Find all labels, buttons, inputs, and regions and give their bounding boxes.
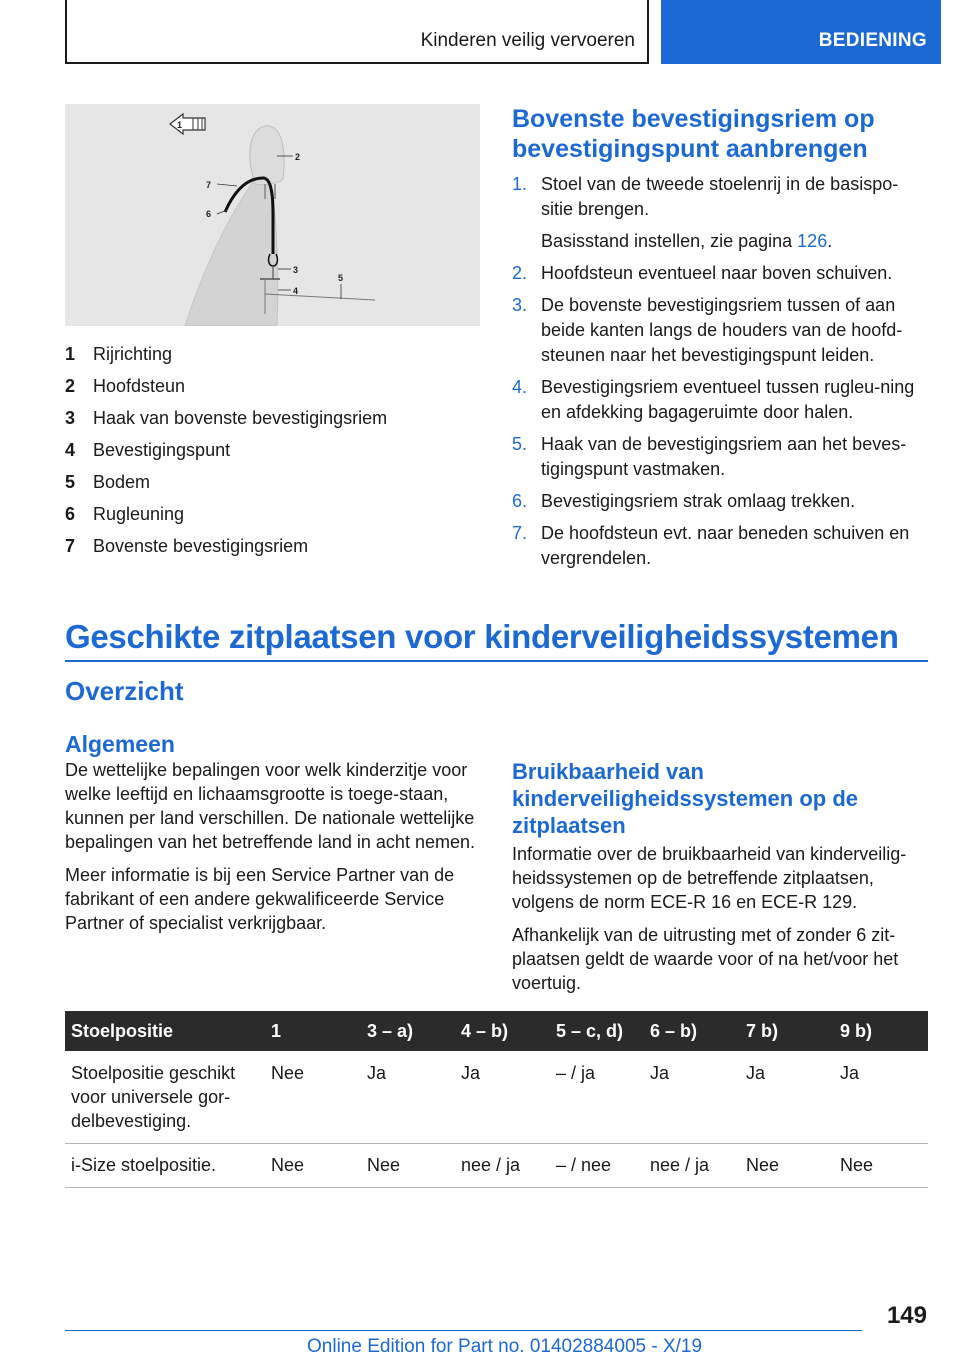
- table-header-row: [65, 1011, 928, 1051]
- legend-number: 5: [65, 471, 76, 492]
- figure-legend: [65, 338, 480, 562]
- step-number: 7.: [512, 523, 528, 543]
- label-7: 7: [206, 180, 212, 190]
- legend-text: Bodem: [93, 471, 151, 492]
- step-item: [512, 489, 928, 514]
- table-cell: Nee: [834, 1144, 928, 1188]
- legend-number: 7: [65, 535, 76, 556]
- general-info: [65, 730, 480, 944]
- header-chapter-box: [661, 0, 941, 64]
- legend-text: Bevestigingspunt: [93, 439, 231, 460]
- table-row: [65, 1051, 928, 1144]
- section-subtitle: Overzicht: [65, 676, 184, 706]
- table-cell: – / ja: [550, 1051, 644, 1144]
- legend-text: Rugleuning: [93, 503, 185, 524]
- mount-instructions: [512, 104, 928, 578]
- table-cell: Ja: [834, 1051, 928, 1144]
- step-subnote-suffix: .: [827, 231, 833, 251]
- footer-divider: [65, 1330, 862, 1331]
- page-number: 149: [886, 1302, 927, 1329]
- step-number: 5.: [512, 434, 528, 454]
- headrest-illustration: [65, 104, 480, 326]
- legend-item: [65, 466, 480, 498]
- mount-steps: [512, 172, 928, 571]
- table-cell: Ja: [361, 1051, 455, 1144]
- table-cell: – / nee: [550, 1144, 644, 1188]
- label-1: 1: [177, 120, 183, 130]
- step-text: Bevestigingsriem strak omlaag trekken.: [541, 491, 856, 511]
- header-section-title: Kinderen veilig vervoeren: [420, 30, 635, 51]
- legend-item: [65, 434, 480, 466]
- seat-suitability-table: [65, 1011, 928, 1188]
- legend-item: [65, 530, 480, 562]
- table-cell: nee / ja: [644, 1144, 740, 1188]
- step-text: Hoofdsteun eventueel naar boven schuiven.: [541, 263, 893, 283]
- page-reference-link[interactable]: 126: [797, 231, 828, 251]
- label-5: 5: [338, 273, 344, 283]
- mount-title: Bovenste bevestigingsriem op bevestigingspunt aanbrengen: [512, 105, 875, 163]
- legend-number: 4: [65, 439, 76, 460]
- column-header: Stoelpositie: [65, 1011, 265, 1051]
- table-cell: Ja: [455, 1051, 550, 1144]
- step-item: [512, 172, 928, 222]
- legend-item: [65, 402, 480, 434]
- legend-text: Haak van bovenste bevestigingsriem: [93, 407, 388, 428]
- column-header: 6 – b): [644, 1011, 740, 1051]
- label-6: 6: [206, 209, 212, 219]
- step-number: 3.: [512, 295, 528, 315]
- step-text: De hoofdsteun evt. naar beneden schuiven en vergrendelen.: [541, 523, 910, 568]
- step-text: Haak van de bevestigingsriem aan het beves-tigingspunt vastmaken.: [541, 434, 907, 479]
- section-divider: [65, 660, 928, 662]
- usability-info: [512, 758, 928, 1004]
- label-3: 3: [293, 265, 299, 275]
- step-number: 4.: [512, 377, 528, 397]
- label-2: 2: [295, 152, 301, 162]
- step-number: 6.: [512, 491, 528, 511]
- usability-heading: Bruikbaarheid van kinderveiligheidssystemen op de zitplaatsen: [512, 759, 859, 838]
- step-number: 2.: [512, 263, 528, 283]
- table-cell: Stoelpositie geschikt voor universele gor-delbevestiging.: [65, 1051, 265, 1144]
- header-section-box: [65, 0, 649, 64]
- headrest-diagram: [65, 104, 480, 326]
- legend-item: [65, 370, 480, 402]
- column-header: 4 – b): [455, 1011, 550, 1051]
- legend-number: 2: [65, 375, 76, 396]
- legend-text: Rijrichting: [93, 343, 173, 364]
- table-cell: Nee: [265, 1051, 361, 1144]
- direction-arrow-icon: [170, 114, 205, 134]
- header-chapter-title: BEDIENING: [818, 30, 927, 51]
- legend-number: 1: [65, 343, 76, 364]
- column-header: 9 b): [834, 1011, 928, 1051]
- legend-text: Bovenste bevestigingsriem: [93, 535, 309, 556]
- usability-paragraph-1: Informatie over de bruikbaarheid van kinderveilig-heidssystemen op de betreffende zitplaatsen, volgens de norm ECE-R 16 en ECE-R 129.: [512, 844, 907, 912]
- table-cell: Ja: [644, 1051, 740, 1144]
- step-item: [512, 261, 928, 286]
- usability-paragraph-2: Afhankelijk van de uitrusting met of zonder 6 zit-plaatsen geldt de waarde voor of na het/voor het voertuig.: [512, 925, 899, 993]
- table-cell: Nee: [740, 1144, 834, 1188]
- table-cell: Nee: [265, 1144, 361, 1188]
- legend-item: [65, 338, 480, 370]
- step-text: De bovenste bevestigingsriem tussen of aan beide kanten langs de houders van de hoofd-steunen naar het bevestigingspunt leiden.: [541, 295, 903, 365]
- step-text: Bevestigingsriem eventueel tussen rugleu-ning en afdekking bagageruimte door halen.: [541, 377, 915, 422]
- general-heading: Algemeen: [65, 731, 175, 757]
- label-4: 4: [293, 286, 299, 296]
- table-cell: Ja: [740, 1051, 834, 1144]
- general-paragraph-1: De wettelijke bepalingen voor welk kinderzitje voor welke leeftijd en lichaamsgrootte is toege-staan, kunnen per land verschillen. De nationale wettelijke bepalingen van het betreffende land in acht nemen.: [65, 760, 475, 852]
- step-number: 1.: [512, 174, 528, 194]
- table-cell: Nee: [361, 1144, 455, 1188]
- legend-number: 3: [65, 407, 76, 428]
- column-header: 5 – c, d): [550, 1011, 644, 1051]
- step-subnote: [541, 229, 928, 254]
- section-title: Geschikte zitplaatsen voor kinderveiligheidssystemen: [65, 618, 899, 655]
- column-header: 7 b): [740, 1011, 834, 1051]
- step-text: Stoel van de tweede stoelenrij in de basispo-sitie brengen.: [541, 174, 899, 219]
- step-item: [512, 375, 928, 425]
- step-subnote-text: Basisstand instellen, zie pagina: [541, 231, 798, 251]
- general-paragraph-2: Meer informatie is bij een Service Partner van de fabrikant of een andere gekwalificeerde Service Partner of specialist verkrijgbaar.: [65, 865, 455, 933]
- legend-text: Hoofdsteun: [93, 375, 186, 396]
- table-cell: nee / ja: [455, 1144, 550, 1188]
- table-cell: i-Size stoelpositie.: [65, 1144, 265, 1188]
- step-item: [512, 432, 928, 482]
- table-row: [65, 1144, 928, 1188]
- legend-item: [65, 498, 480, 530]
- column-header: 3 – a): [361, 1011, 455, 1051]
- legend-number: 6: [65, 503, 76, 524]
- footer-edition: Online Edition for Part no. 01402884005 - X/19: [307, 1336, 703, 1357]
- column-header: 1: [265, 1011, 361, 1051]
- step-item: [512, 521, 928, 571]
- step-item: [512, 293, 928, 368]
